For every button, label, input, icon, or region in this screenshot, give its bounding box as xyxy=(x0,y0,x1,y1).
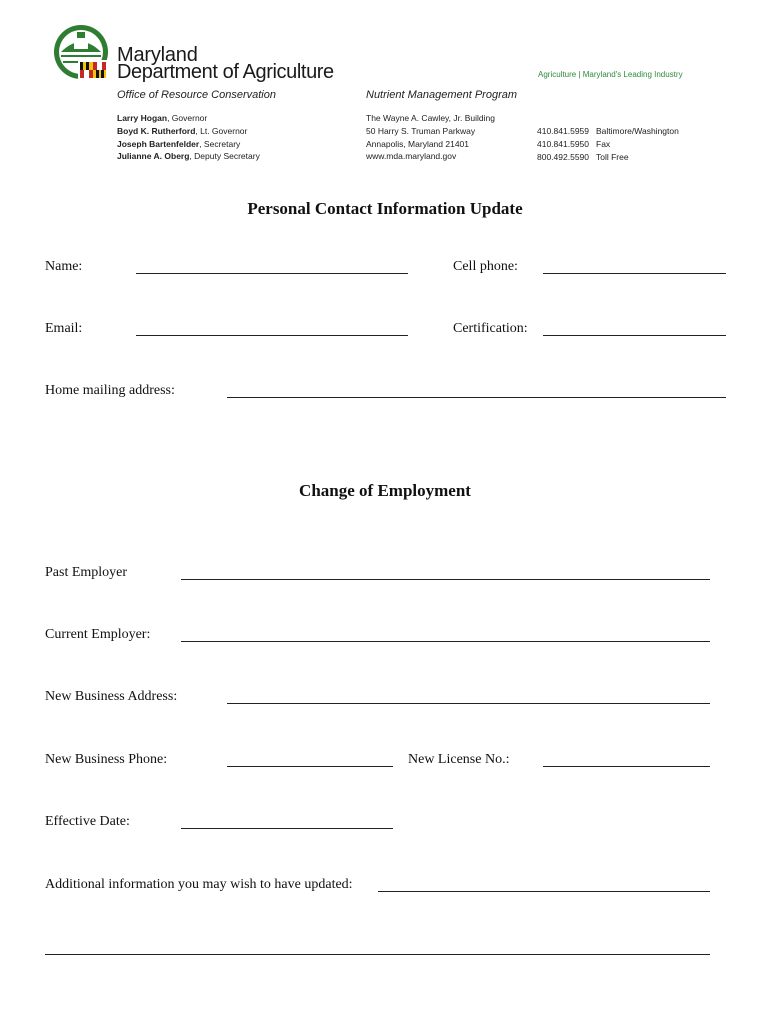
home-address-label: Home mailing address: xyxy=(45,383,175,398)
official-secretary: Joseph Bartenfelder, Secretary xyxy=(117,138,241,149)
additional-info-label: Additional information you may wish to have updated: xyxy=(45,877,353,892)
phone-number: 800.492.5590 xyxy=(537,151,589,162)
email-field[interactable] xyxy=(136,317,408,336)
phone-labels xyxy=(596,125,679,163)
home-address-field[interactable] xyxy=(227,379,726,398)
mda-seal-icon xyxy=(52,24,110,84)
office-name: Office of Resource Conservation xyxy=(117,89,276,101)
new-license-label: New License No.: xyxy=(408,752,510,767)
name-label: Name: xyxy=(45,259,83,274)
additional-info-field[interactable] xyxy=(378,873,710,892)
website-link[interactable]: www.mda.maryland.gov xyxy=(366,151,457,162)
cell-phone-field[interactable] xyxy=(543,255,726,274)
officials-list xyxy=(117,112,260,163)
certification-field[interactable] xyxy=(543,317,726,336)
phone-numbers xyxy=(537,125,589,163)
past-employer-field[interactable] xyxy=(181,561,710,580)
past-employer-label: Past Employer xyxy=(45,565,128,580)
effective-date-label: Effective Date: xyxy=(45,814,130,829)
official-governor: Larry Hogan, Governor xyxy=(117,113,208,123)
new-business-address-label: New Business Address: xyxy=(45,689,178,704)
agency-tagline: Agriculture | Maryland's Leading Industry xyxy=(538,70,683,79)
phone-number: 410.841.5950 xyxy=(537,138,589,149)
certification-label: Certification: xyxy=(453,321,528,336)
phone-label: Fax xyxy=(596,138,611,149)
additional-info-field-line2[interactable] xyxy=(45,936,710,955)
mailing-address-block xyxy=(366,112,495,163)
phone-label: Baltimore/Washington xyxy=(596,126,679,136)
address-line: The Wayne A. Cawley, Jr. Building xyxy=(366,113,495,123)
cell-phone-label: Cell phone: xyxy=(453,259,518,274)
agency-name-line1: Maryland xyxy=(117,44,198,66)
mda-logo xyxy=(52,24,110,84)
program-name: Nutrient Management Program xyxy=(366,89,518,101)
official-lt-governor: Boyd K. Rutherford, Lt. Governor xyxy=(117,125,248,136)
new-business-address-field[interactable] xyxy=(227,685,710,704)
address-line: 50 Harry S. Truman Parkway xyxy=(366,125,476,136)
effective-date-field[interactable] xyxy=(181,810,393,829)
address-line: Annapolis, Maryland 21401 xyxy=(366,138,470,149)
official-deputy-secretary: Julianne A. Oberg, Deputy Secretary xyxy=(117,151,260,162)
name-field[interactable] xyxy=(136,255,408,274)
new-business-phone-field[interactable] xyxy=(227,748,393,767)
phone-label: Toll Free xyxy=(596,151,629,162)
current-employer-label: Current Employer: xyxy=(45,627,151,642)
current-employer-field[interactable] xyxy=(181,623,710,642)
section-title-employment: Change of Employment xyxy=(299,481,471,500)
new-business-phone-label: New Business Phone: xyxy=(45,752,168,767)
phone-number: 410.841.5959 xyxy=(537,126,589,136)
section-title-contact: Personal Contact Information Update xyxy=(247,199,523,218)
agency-name-line2: Department of Agriculture xyxy=(117,61,334,83)
new-license-field[interactable] xyxy=(543,748,710,767)
email-label: Email: xyxy=(45,321,83,336)
